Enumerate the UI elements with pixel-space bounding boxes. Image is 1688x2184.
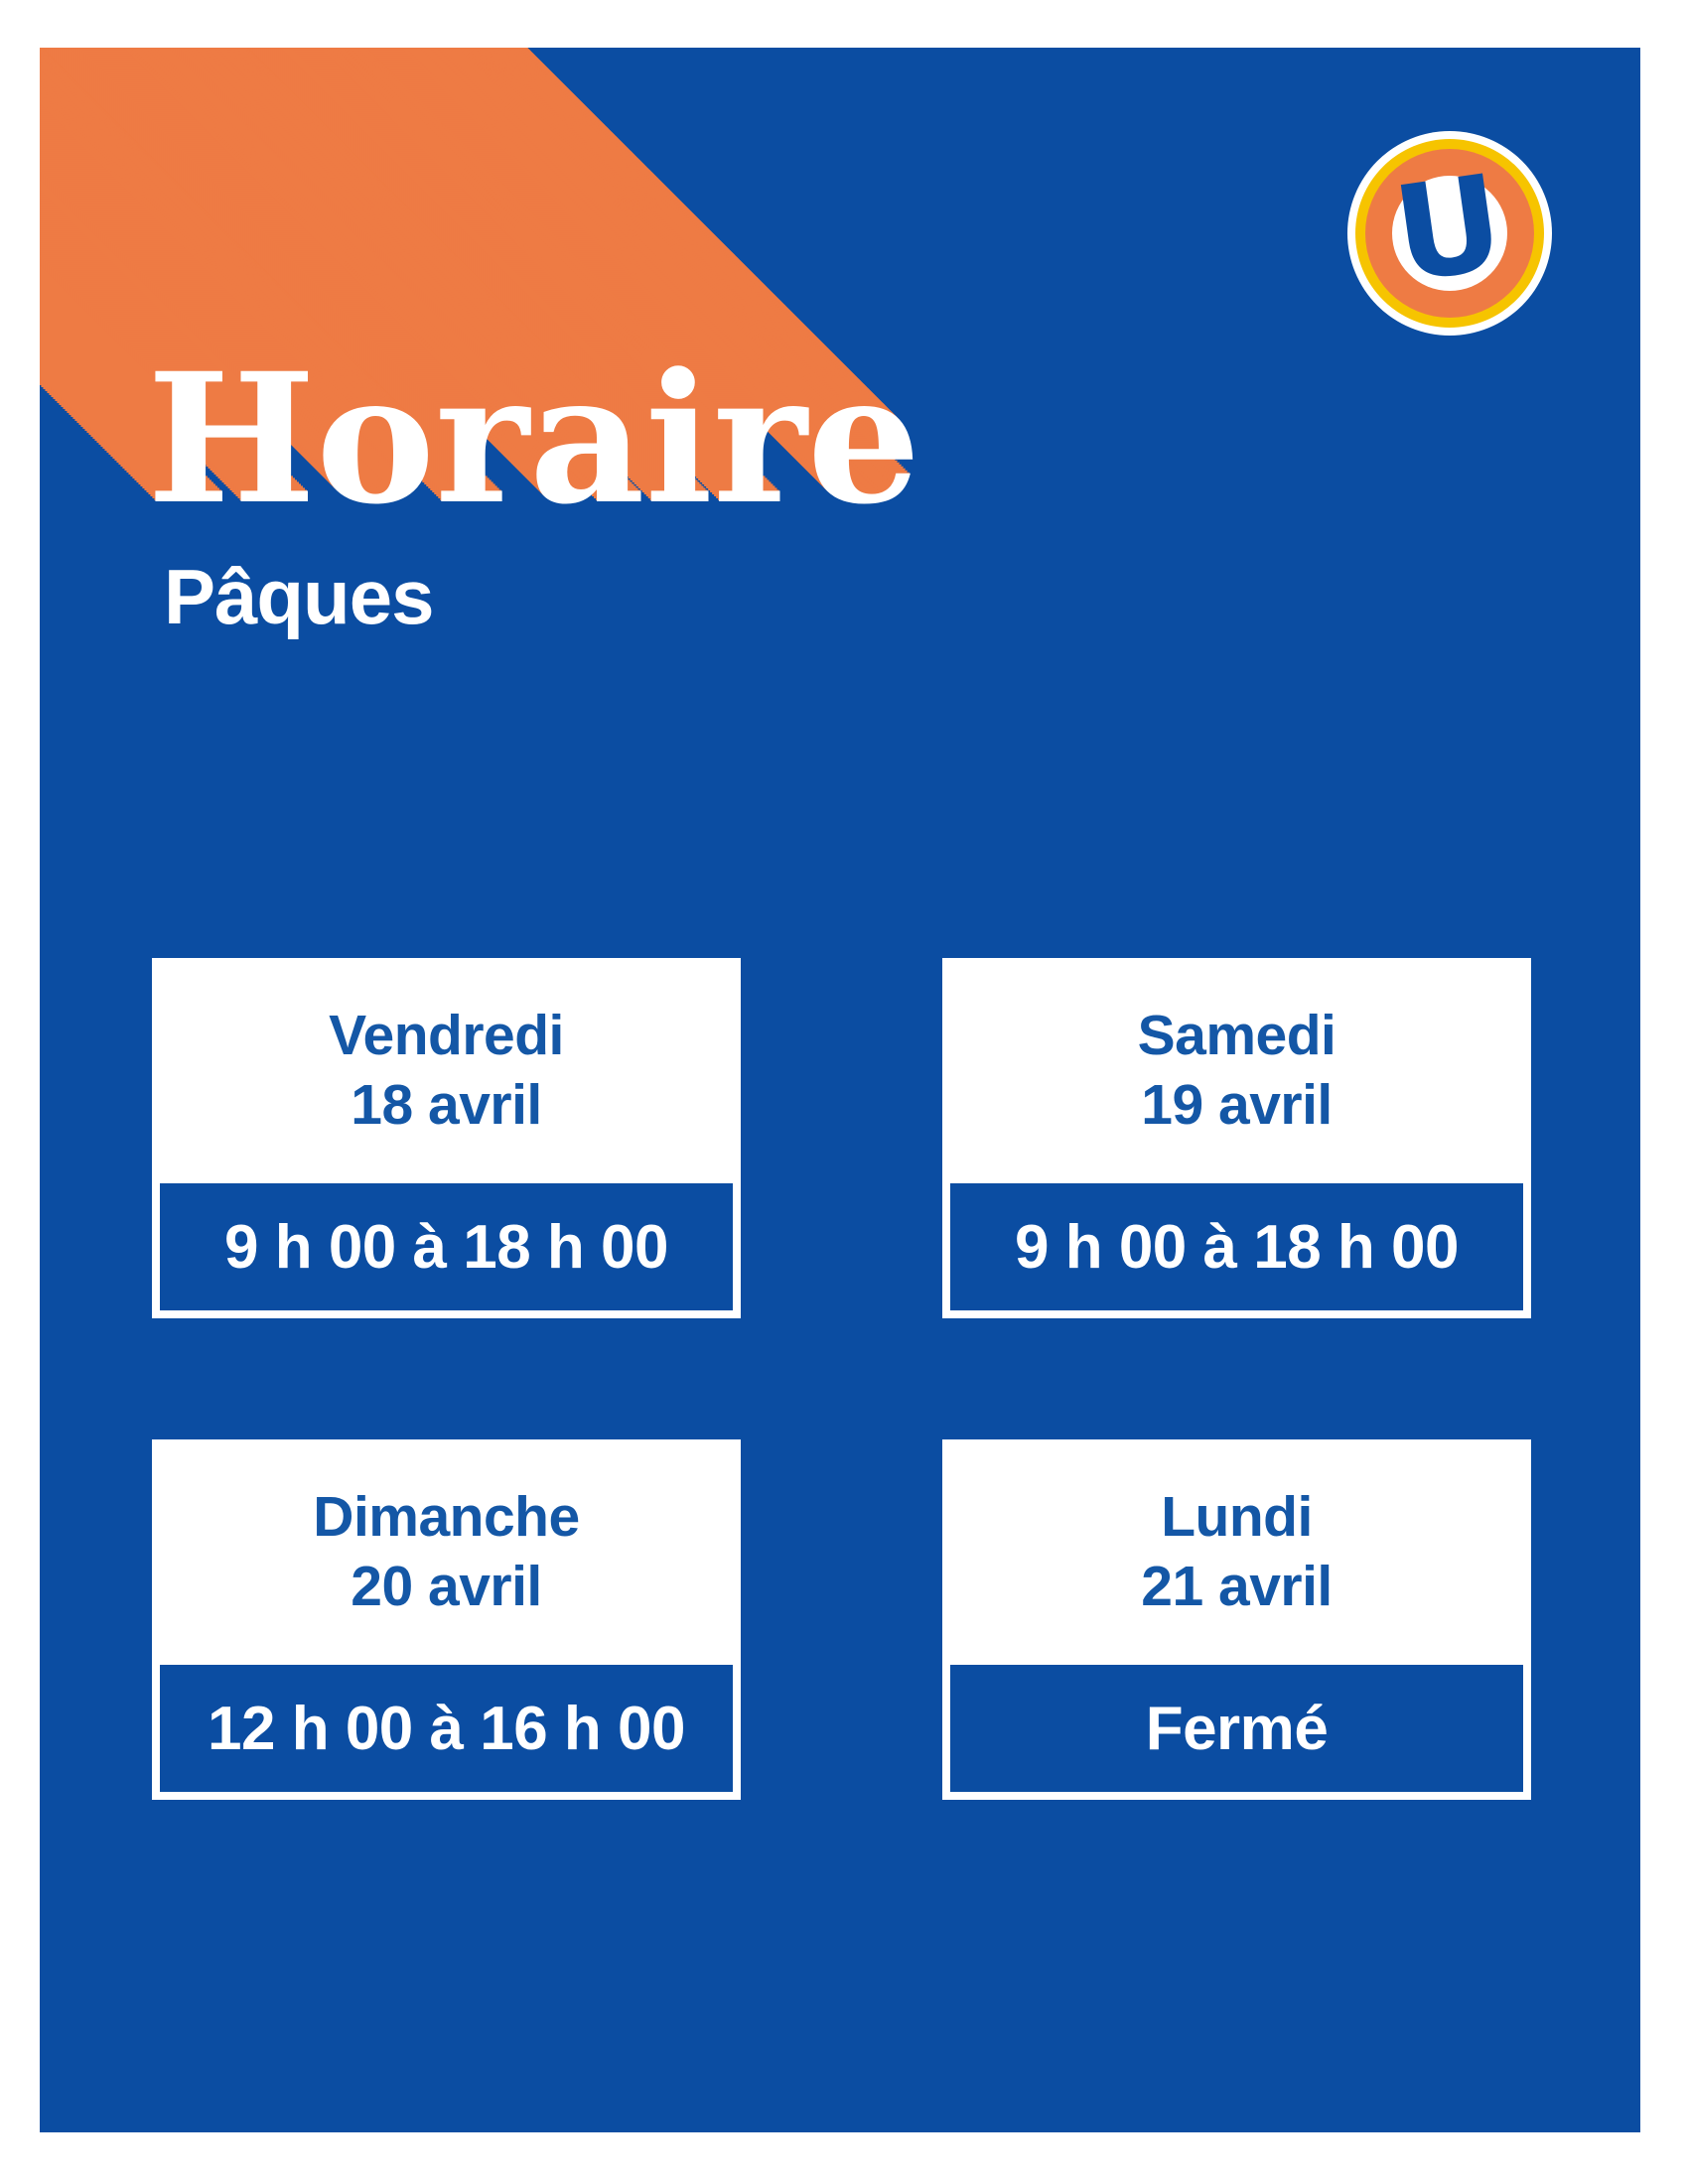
card-day-section: [160, 958, 733, 1183]
card-day-label: Vendredi: [329, 1003, 564, 1067]
schedule-card-dimanche: [152, 1439, 741, 1800]
schedule-card-vendredi: [152, 958, 741, 1318]
card-day-label: Samedi: [1137, 1003, 1336, 1067]
logo-letter-u-icon: U: [1385, 146, 1513, 313]
schedule-card-samedi: [942, 958, 1531, 1318]
card-hours-band: [160, 1665, 733, 1792]
card-hours-label: 9 h 00 à 18 h 00: [1015, 1212, 1459, 1282]
card-hours-band: [950, 1183, 1523, 1310]
card-day-section: [160, 1439, 733, 1665]
poster-content: [40, 48, 1640, 2132]
card-hours-label: 9 h 00 à 18 h 00: [224, 1212, 668, 1282]
poster-title: Horaire: [147, 335, 921, 544]
schedule-grid: [152, 958, 1531, 1800]
schedule-card-lundi: [942, 1439, 1531, 1800]
card-hours-label: Fermé: [1145, 1694, 1329, 1763]
card-hours-band: [950, 1665, 1523, 1792]
card-date-label: 18 avril: [351, 1072, 542, 1137]
brand-logo: [1347, 131, 1552, 336]
poster-subtitle: Pâques: [164, 553, 434, 640]
card-hours-band: [160, 1183, 733, 1310]
card-day-section: [950, 1439, 1523, 1665]
card-day-label: Dimanche: [313, 1484, 580, 1549]
card-day-section: [950, 958, 1523, 1183]
logo-disc: [1385, 146, 1513, 313]
card-date-label: 21 avril: [1141, 1554, 1333, 1618]
card-hours-label: 12 h 00 à 16 h 00: [208, 1694, 685, 1763]
card-date-label: 19 avril: [1141, 1072, 1333, 1137]
card-day-label: Lundi: [1161, 1484, 1313, 1549]
card-date-label: 20 avril: [351, 1554, 542, 1618]
